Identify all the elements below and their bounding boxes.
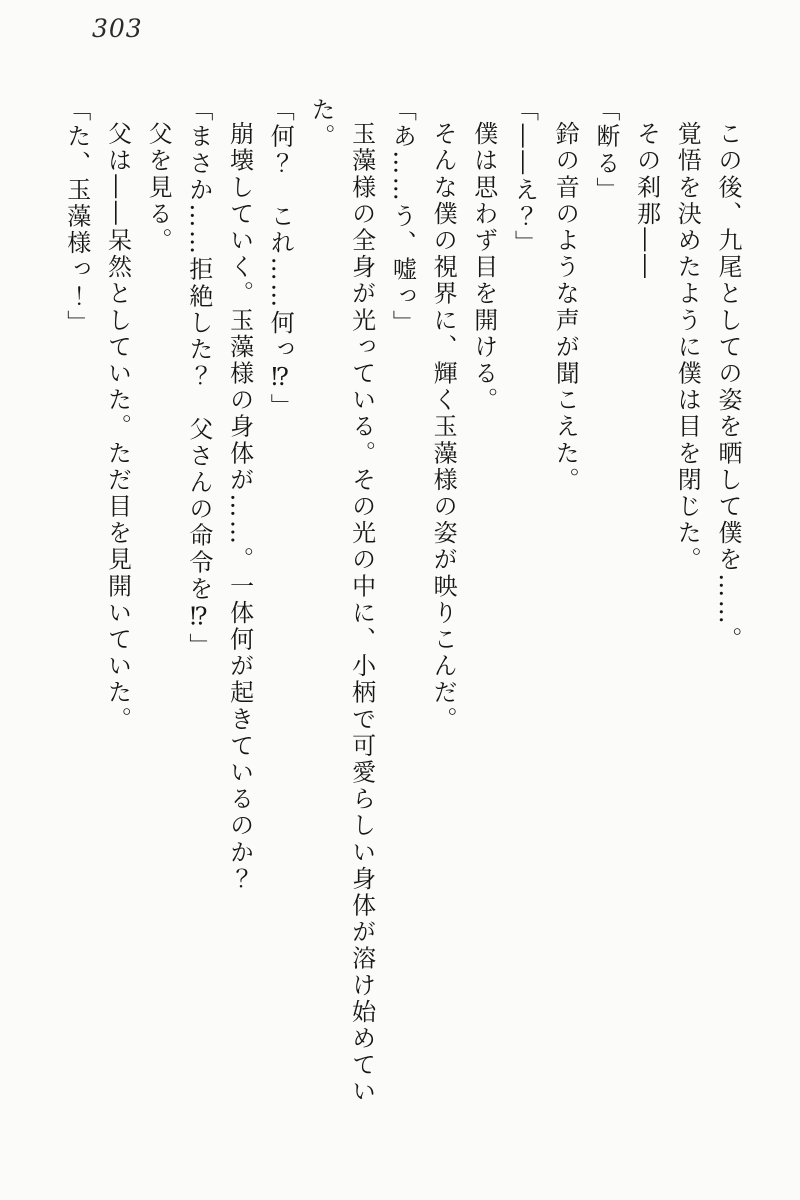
narration-line: 父を見る。	[144, 121, 173, 254]
narration-line: 鈴の音のような声が聞こえた。	[551, 121, 580, 494]
page-number: 303	[92, 14, 143, 43]
dialogue-line: 「まさか……拒絶した？ 父さんの命令を⁉」	[184, 97, 213, 660]
narration-line: 僕は思わず目を開ける。	[469, 121, 498, 414]
dialogue-line: 「何？ これ……何っ⁉」	[266, 97, 295, 421]
dialogue-line: 「た、玉藻様っ！」	[62, 97, 91, 337]
narration-line: その刹那――	[632, 121, 661, 281]
narration-line: この後、九尾としての姿を晒して僕を……。	[714, 121, 742, 653]
dialogue-line: 「あ……う、嘘っ」	[388, 97, 417, 337]
narration-line: そんな僕の視界に、輝く玉藻様の姿が映りこんだ。	[429, 121, 458, 733]
dialogue-line: 「――え？」	[510, 97, 539, 257]
narration-line: 父は――呆然としていた。ただ目を見開いていた。	[103, 121, 132, 733]
text-block	[56, 97, 748, 1111]
dialogue-line: 「断る」	[591, 97, 620, 204]
narration-line: 玉藻様の全身が光っている。その光の中に、小柄で可愛らしい身体が溶け始めていた。	[306, 97, 376, 1106]
narration-line: 覚悟を決めたように僕は目を閉じた。	[673, 121, 702, 574]
narration-line: 崩壊していく。玉藻様の身体が……。一体何が起きているのか？	[225, 121, 254, 893]
